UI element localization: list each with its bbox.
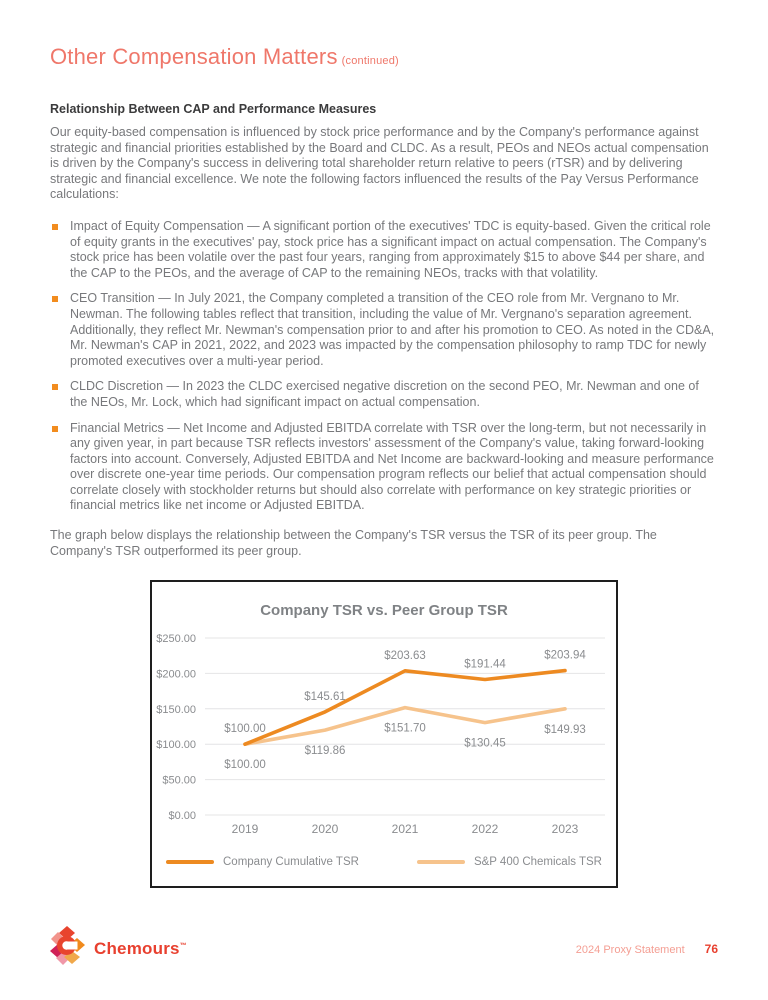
- bullet-square-icon: [52, 224, 58, 230]
- x-tick-label: 2020: [311, 822, 339, 837]
- legend-swatch: [417, 860, 465, 864]
- proxy-statement-label: 2024 Proxy Statement: [575, 943, 685, 956]
- legend-label: Company Cumulative TSR: [223, 856, 359, 869]
- x-tick-label: 2023: [551, 822, 579, 837]
- list-item: [50, 219, 718, 281]
- bullet-text: Impact of Equity Compensation — A significant portion of the executives' TDC is equity-based. Given the critical role of equity grants in the executives' pay, stock price has a significant impact on actual compensation. The Company's stock price has been volatile over the past four years, ranging from approximately $15 to above $44 per share, and the CAP to the PEOs, and the average of CAP to the remaining NEOs, tracks with that volatility.: [70, 218, 711, 280]
- tsr-chart: [150, 580, 618, 888]
- y-tick-label: $150.00: [156, 704, 196, 717]
- chemours-logo-icon: [50, 926, 86, 971]
- data-label: $100.00: [224, 723, 266, 736]
- chart-plot-area: [152, 623, 616, 846]
- intro-paragraph: Our equity-based compensation is influenced by stock price performance and by the Company's performance against strategic and financial priorities established by the Board and CLDC. As a result, PEOs and NEOs actual compensation is driven by the Company's success in delivering total shareholder return relative to peers (rTSR) and by delivering strategic and financial excellence. We note the following factors influenced the results of the Pay Versus Performance calculations:: [50, 125, 709, 202]
- footer-right: [576, 942, 718, 956]
- x-tick-label: 2022: [471, 822, 499, 837]
- y-tick-label: $0.00: [168, 810, 196, 823]
- x-tick-label: 2021: [391, 822, 419, 837]
- data-label: $151.70: [384, 722, 426, 735]
- list-item: [50, 421, 718, 515]
- bullet-text: Financial Metrics — Net Income and Adjusted EBITDA correlate with TSR over the long-term, but not necessarily in any given year, in part because TSR reflects investors' assessment of the Company's value, taking forward-looking factors into account. Conversely, Adjusted EBITDA and Net Income are backward-looking and measure performance over discrete one-year time periods. Our compensation program reflects our belief that actual compensation should correlate closely with stockholder returns but should also correlate with performance on key strategic priorities or financial metrics like net income or Adjusted EBITDA.: [70, 420, 714, 513]
- y-tick-label: $50.00: [162, 774, 196, 787]
- data-label: $203.94: [544, 649, 586, 662]
- chart-title: Company TSR vs. Peer Group TSR: [260, 602, 508, 620]
- bullet-square-icon: [52, 384, 58, 390]
- bullet-text: CLDC Discretion — In 2023 the CLDC exercised negative discretion on the second PEO, Mr. Newman and one of the NEOs, Mr. Lock, which had significant impact on actual compensation.: [70, 379, 699, 409]
- legend-label: S&P 400 Chemicals TSR: [473, 856, 602, 869]
- y-tick-label: $100.00: [156, 739, 196, 752]
- graph-intro-paragraph: The graph below displays the relationship between the Company's TSR versus the TSR of its peer group. The Company's TSR outperformed its peer group.: [50, 528, 657, 558]
- brand-name: [94, 939, 187, 959]
- data-label: $145.61: [304, 691, 346, 704]
- brand-lockup: [50, 926, 187, 971]
- data-label: $203.63: [384, 650, 426, 663]
- legend-swatch: [166, 860, 214, 864]
- section-heading: Relationship Between CAP and Performance Measures: [50, 102, 377, 116]
- data-label: $191.44: [464, 658, 506, 671]
- legend-item: [166, 856, 359, 868]
- page-footer: [50, 926, 718, 971]
- y-tick-label: $250.00: [156, 633, 196, 646]
- data-label: $119.86: [304, 745, 346, 758]
- x-tick-label: 2019: [231, 822, 259, 837]
- legend-item: [417, 856, 602, 868]
- bullet-square-icon: [52, 296, 58, 302]
- trademark-symbol: ™: [179, 941, 187, 949]
- y-tick-label: $200.00: [156, 668, 196, 681]
- page-title-continued: (continued): [341, 55, 399, 67]
- bullet-text: CEO Transition — In July 2021, the Company completed a transition of the CEO role from Mr. Vergnano to Mr. Newman. The following tables reflect that transition, including the value of Mr. Vergnano's separation agreement. Additionally, they reflect Mr. Newman's compensation prior to and after his promotion to CEO. As noted in the CD&A, Mr. Newman's CAP in 2021, 2022, and 2023 was impacted by the compensation philosophy to ramp TDC for newly promoted executives over a multi-year period.: [70, 291, 715, 368]
- data-label: $100.00: [224, 759, 266, 772]
- data-label: $149.93: [544, 724, 586, 737]
- chart-legend: [152, 856, 616, 868]
- bullet-list: [50, 219, 718, 514]
- list-item: [50, 291, 718, 369]
- brand-name-text: Chemours: [94, 938, 180, 958]
- page-number: 76: [704, 941, 718, 956]
- data-label: $130.45: [464, 737, 506, 750]
- page-title: [50, 44, 718, 70]
- bullet-square-icon: [52, 426, 58, 432]
- tsr-line-chart-svg: [152, 623, 616, 841]
- page-title-text: Other Compensation Matters: [50, 44, 338, 69]
- list-item: [50, 379, 718, 410]
